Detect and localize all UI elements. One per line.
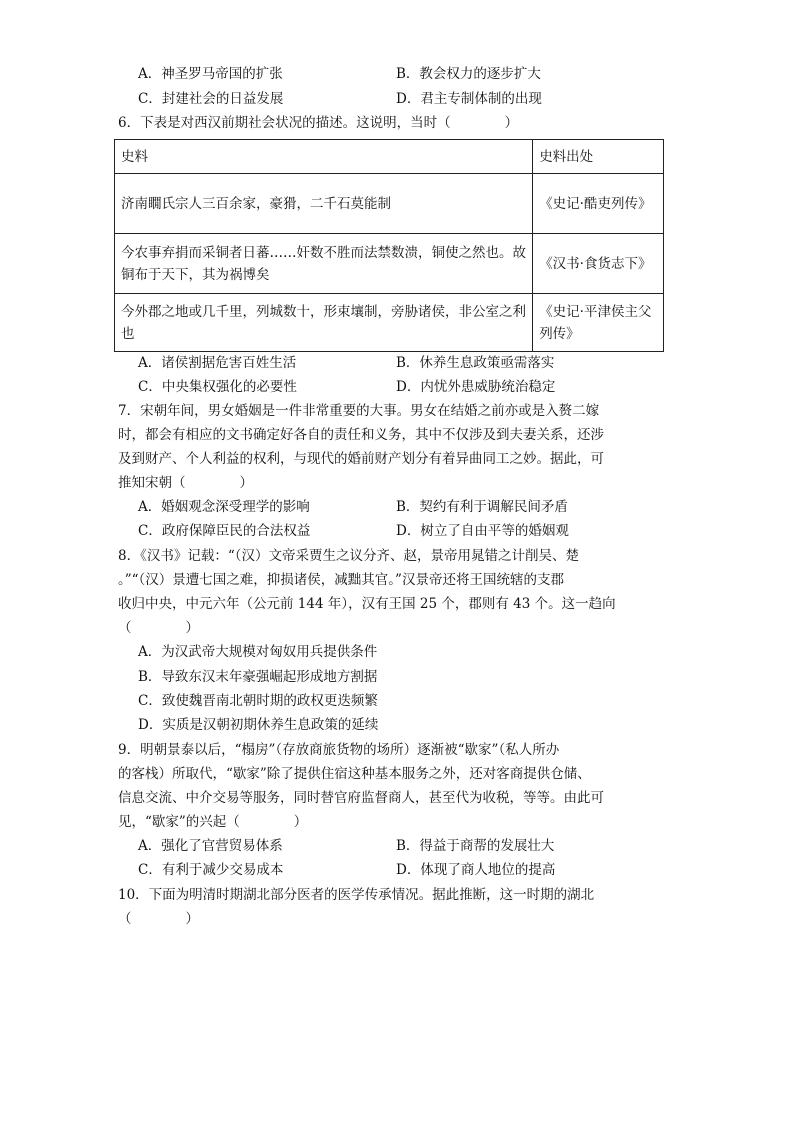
q5-option-b: B．教会权力的逐步扩大 [396,66,541,82]
q9-line-2: 的客栈）所取代，“歇家”除了提供住宿这种基本服务之外，还对客商提供仓储、 [118,766,591,782]
table-row [115,234,664,294]
q8-line-3: 收归中央，中元六年（公元前 144 年），汉有王国 25 个，郡则有 43 个。这一趋向 [118,596,616,612]
q6-option-a: A．诸侯割据危害百姓生活 [138,355,297,371]
q5-option-a: A．神圣罗马帝国的扩张 [138,66,283,82]
table-header-source-origin: 史料出处 [533,140,664,174]
q6-source-table [114,139,664,352]
q6-option-b: B．休养生息政策亟需落实 [396,355,555,371]
q9-option-c: C．有利于减少交易成本 [138,862,284,878]
q9-option-a: A．强化了官营贸易体系 [138,838,283,854]
q9-option-d: D．体现了商人地位的提高 [396,862,556,878]
q8-line-1: 8．《汉书》记载：“（汉）文帝采贾生之议分齐、赵，景帝用晁错之计削吴、楚 [118,548,579,564]
table-header-row [115,140,664,174]
q7-option-a: A．婚姻观念深受理学的影响 [138,499,310,515]
table-cell-text: 济南瞯氏宗人三百余家，豪猾，二千石莫能制 [115,174,533,234]
table-cell-text: 今农事弃捐而采铜者日蕃……奸数不胜而法禁数溃，铜使之然也。故铜布于天下，其为祸博矣 [115,234,533,294]
q8-option-b: B．导致东汉末年豪强崛起形成地方割据 [138,669,378,685]
q5-option-c: C．封建社会的日益发展 [138,91,284,107]
table-cell-text: 今外郡之地或几千里，列城数十，形束壤制，旁胁诸侯，非公室之利也 [115,294,533,352]
q9-line-4: 见，“歇家”的兴起（ ） [118,814,308,830]
q6-option-c: C．中央集权强化的必要性 [138,379,297,395]
table-row [115,174,664,234]
q7-line-4: 推知宋朝（ ） [118,475,253,491]
q8-option-a: A．为汉武帝大规模对匈奴用兵提供条件 [138,644,378,660]
table-cell-source: 《史记·酷吏列传》 [533,174,664,234]
q9-line-1: 9．明朝景泰以后，“榻房”（存放商旅货物的场所）逐渐被“歇家”（私人所办 [118,742,560,758]
q8-option-d: D．实质是汉朝初期休养生息政策的延续 [138,717,379,733]
q7-option-c: C．政府保障臣民的合法权益 [138,523,311,539]
q9-option-b: B．得益于商帮的发展壮大 [396,838,555,854]
q9-line-3: 信息交流、中介交易等服务，同时替官府监督商人，甚至代为收税，等等。由此可 [118,790,604,806]
table-row [115,294,664,352]
q6-stem: 6．下表是对西汉前期社会状况的描述。这说明，当时（ ） [118,115,519,131]
q8-line-4: （ ） [118,620,199,636]
table-cell-source: 《汉书·食货志下》 [533,234,664,294]
q8-option-c: C．致使魏晋南北朝时期的政权更迭频繁 [138,693,378,709]
q7-line-2: 时，都会有相应的文书确定好各自的责任和义务，其中不仅涉及到夫妻关系，还涉 [118,427,604,443]
q7-line-3: 及到财产、个人利益的权利，与现代的婚前财产划分有着异曲同工之妙。据此，可 [118,451,604,467]
q5-option-d: D．君主专制体制的出现 [396,91,542,107]
q10-line-2: （ ） [118,911,199,927]
q7-line-1: 7．宋朝年间，男女婚姻是一件非常重要的大事。男女在结婚之前亦或是入赘二嫁 [118,403,600,419]
table-header-source-text: 史料 [115,140,533,174]
q8-line-2: 。”“（汉）景遭七国之难，抑损诸侯，减黜其官。”汉景帝还将王国统辖的支郡 [118,572,564,588]
q10-line-1: 10．下面为明清时期湖北部分医者的医学传承情况。据此推断，这一时期的湖北 [118,887,595,903]
q7-option-b: B．契约有利于调解民间矛盾 [396,499,568,515]
q6-option-d: D．内忧外患威胁统治稳定 [396,379,556,395]
table-cell-source: 《史记·平津侯主父列传》 [533,294,664,352]
q7-option-d: D．树立了自由平等的婚姻观 [396,523,569,539]
